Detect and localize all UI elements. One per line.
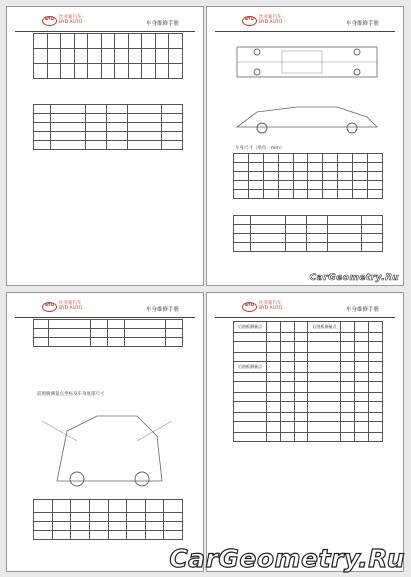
company-name: 比亚迪汽车 BYD AUTO (59, 15, 83, 25)
coordinates-table (233, 321, 383, 442)
document-title: 车身维修手册 (345, 21, 379, 27)
watermark-small: CarGeometry.Ru (309, 273, 399, 283)
side-view-diagram (227, 92, 387, 137)
company-name: 比亚迪汽车 BYD AUTO (259, 15, 283, 25)
points-table (233, 215, 383, 252)
byd-logo: BYD (42, 302, 57, 312)
manual-page-4 (206, 292, 404, 572)
row-label: 后围板测量点 (234, 362, 267, 373)
row-label: 后围板测量点 (234, 322, 267, 333)
watermark-large: CarGeometry.Ru (169, 544, 405, 573)
byd-logo: BYD (42, 16, 57, 26)
document-title: 车身维修手册 (145, 307, 179, 313)
section-heading: 前围板测量点坐标及车身底部尺寸 (37, 392, 105, 397)
page-header (15, 299, 195, 318)
page-header (15, 13, 195, 32)
document-title: 车身维修手册 (345, 307, 379, 313)
manual-page-2 (206, 6, 404, 286)
page-header (215, 13, 395, 32)
points-table (33, 319, 183, 347)
section-label: 车身尺寸（单位：mm） (235, 146, 285, 151)
measurement-table (33, 499, 183, 540)
company-name: 比亚迪汽车 BYD AUTO (259, 301, 283, 311)
byd-logo: BYD (242, 16, 257, 26)
manual-page-3 (6, 292, 204, 572)
row-label: 后围板测量点 (308, 322, 341, 333)
measurement-table (33, 33, 183, 79)
page-header (215, 299, 395, 318)
manual-page-1 (6, 6, 204, 286)
company-name: 比亚迪汽车 BYD AUTO (59, 301, 83, 311)
dimension-table (233, 153, 383, 199)
underbody-diagram (227, 37, 387, 87)
document-title: 车身维修手册 (145, 21, 179, 27)
byd-logo: BYD (242, 302, 257, 312)
points-table (33, 104, 183, 150)
front-body-diagram (37, 401, 177, 496)
